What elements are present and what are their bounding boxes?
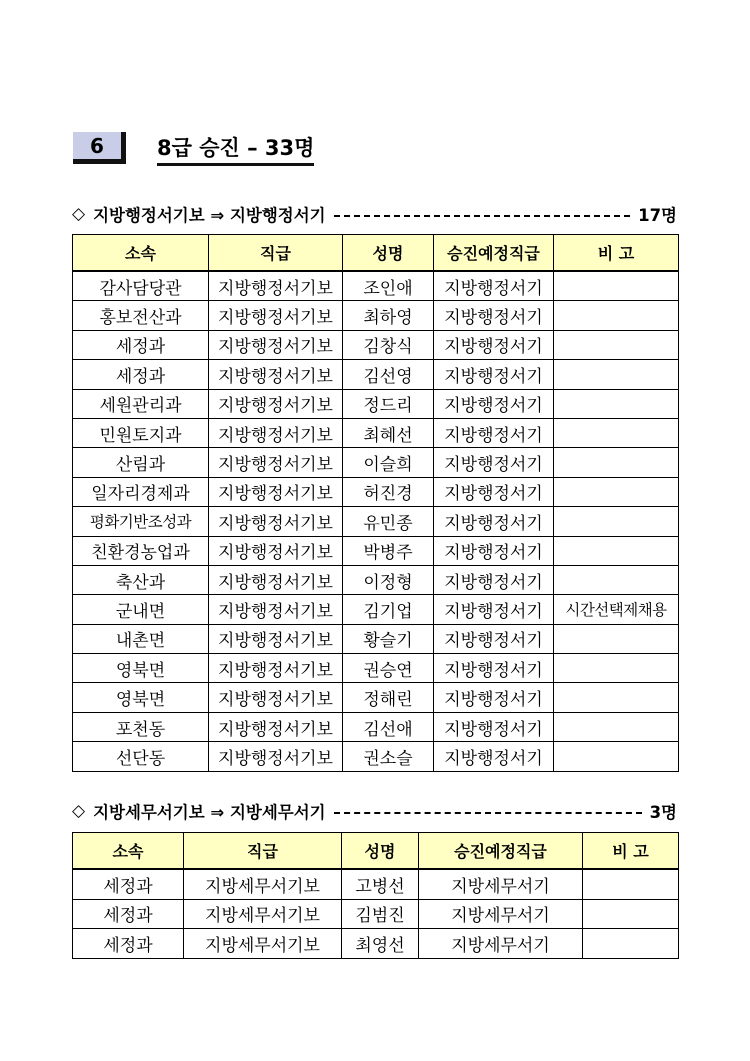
table-cell: 평화기반조성과	[73, 507, 209, 536]
table-cell: 영북면	[73, 654, 209, 683]
table-cell: 지방행정서기	[434, 448, 554, 477]
table-cell: 지방행정서기	[434, 418, 554, 447]
table-cell: 이정형	[343, 565, 434, 594]
table-row	[73, 869, 679, 899]
table-cell: 조인애	[343, 271, 434, 301]
table-cell: 지방세무서기	[419, 869, 583, 899]
table-cell: 최영선	[342, 929, 419, 959]
table-cell: 지방행정서기보	[209, 301, 343, 330]
table-row	[73, 448, 679, 477]
table-cell: 지방행정서기보	[209, 595, 343, 624]
table-cell	[554, 271, 679, 301]
table-cell: 세정과	[73, 929, 184, 959]
table-cell: 지방행정서기	[434, 712, 554, 741]
table-cell: 정해린	[343, 683, 434, 712]
table-cell: 지방행정서기	[434, 565, 554, 594]
table-row	[73, 418, 679, 447]
table-cell: 김창식	[343, 330, 434, 359]
table-cell: 지방행정서기보	[209, 389, 343, 418]
table-cell	[554, 477, 679, 506]
table-cell: 지방행정서기보	[209, 742, 343, 771]
table-cell: 지방행정서기보	[209, 477, 343, 506]
table-row	[73, 742, 679, 771]
table-cell: 지방행정서기보	[209, 271, 343, 301]
table-row	[73, 595, 679, 624]
column-header: 비 고	[583, 833, 679, 870]
table-cell: 지방세무서기	[419, 929, 583, 959]
table-cell: 지방행정서기	[434, 683, 554, 712]
table-cell	[554, 448, 679, 477]
table-cell: 정드리	[343, 389, 434, 418]
section2-heading	[72, 799, 677, 823]
promotion-table-administrative	[72, 234, 679, 772]
table-cell: 포천동	[73, 712, 209, 741]
table-cell	[554, 742, 679, 771]
section1-heading	[72, 202, 677, 226]
table-cell	[554, 330, 679, 359]
table-cell: 지방행정서기보	[209, 448, 343, 477]
column-header: 성명	[343, 235, 434, 272]
table-cell: 지방세무서기보	[184, 869, 342, 899]
table-cell: 지방행정서기	[434, 301, 554, 330]
table-cell: 세정과	[73, 330, 209, 359]
table-cell: 축산과	[73, 565, 209, 594]
table-cell: 홍보전산과	[73, 301, 209, 330]
table-cell: 영북면	[73, 683, 209, 712]
table-cell: 지방행정서기	[434, 360, 554, 389]
column-header: 비 고	[554, 235, 679, 272]
table-row	[73, 565, 679, 594]
table-cell: 세정과	[73, 360, 209, 389]
table-cell: 내촌면	[73, 624, 209, 653]
table-cell: 지방세무서기	[419, 899, 583, 929]
table-cell: 최혜선	[343, 418, 434, 447]
table-cell: 감사담당관	[73, 271, 209, 301]
table-cell: 지방행정서기	[434, 536, 554, 565]
table-row	[73, 330, 679, 359]
column-header: 승진예정직급	[419, 833, 583, 870]
table-cell: 세정과	[73, 869, 184, 899]
table-cell	[554, 565, 679, 594]
table-row	[73, 929, 679, 959]
table-cell: 지방행정서기	[434, 389, 554, 418]
table-cell	[554, 683, 679, 712]
table-row	[73, 712, 679, 741]
column-header: 소속	[73, 833, 184, 870]
table-cell: 박병주	[343, 536, 434, 565]
table-cell: 최하영	[343, 301, 434, 330]
table-cell: 지방행정서기보	[209, 565, 343, 594]
section2-count: 3명	[649, 803, 677, 822]
table-cell: 지방행정서기보	[209, 712, 343, 741]
table-cell: 지방행정서기보	[209, 418, 343, 447]
table-cell: 지방행정서기보	[209, 330, 343, 359]
table-row	[73, 536, 679, 565]
table-cell: 지방행정서기보	[209, 624, 343, 653]
table-cell: 지방세무서기보	[184, 899, 342, 929]
table-cell: 지방행정서기보	[209, 654, 343, 683]
table-cell	[554, 654, 679, 683]
table-cell: 친환경농업과	[73, 536, 209, 565]
table-cell: 권승연	[343, 654, 434, 683]
section-number-box	[73, 132, 126, 164]
table-cell	[554, 507, 679, 536]
table-row	[73, 301, 679, 330]
promotion-table-tax	[72, 832, 679, 959]
table-cell: 허진경	[343, 477, 434, 506]
table-cell: 지방세무서기보	[184, 929, 342, 959]
table-cell: 지방행정서기보	[209, 360, 343, 389]
diamond-bullet-icon: ◇	[72, 204, 86, 224]
table-cell: 세정과	[73, 899, 184, 929]
table-cell: 유민종	[343, 507, 434, 536]
table-cell	[583, 869, 679, 899]
table-cell	[583, 929, 679, 959]
table-cell: 권소슬	[343, 742, 434, 771]
column-header: 직급	[209, 235, 343, 272]
section1-title: 지방행정서기보 ⇒ 지방행정서기	[93, 206, 326, 225]
table-cell: 지방행정서기보	[209, 536, 343, 565]
table-row	[73, 654, 679, 683]
table-row	[73, 477, 679, 506]
table-cell	[554, 360, 679, 389]
table-row	[73, 360, 679, 389]
table-cell: 김선애	[343, 712, 434, 741]
table-header-row	[73, 833, 679, 870]
table-cell: 지방행정서기	[434, 477, 554, 506]
table-cell	[583, 899, 679, 929]
table-row	[73, 899, 679, 929]
table-row	[73, 271, 679, 301]
column-header: 직급	[184, 833, 342, 870]
table-cell: 지방행정서기	[434, 271, 554, 301]
table-cell: 시간선택제채용	[554, 595, 679, 624]
table-cell: 지방행정서기	[434, 654, 554, 683]
table-cell	[554, 389, 679, 418]
table-cell	[554, 418, 679, 447]
table-cell: 황슬기	[343, 624, 434, 653]
table-cell	[554, 536, 679, 565]
table-cell	[554, 301, 679, 330]
diamond-bullet-icon: ◇	[72, 801, 86, 821]
table-cell	[554, 712, 679, 741]
table-cell: 지방행정서기	[434, 330, 554, 359]
table-cell: 지방행정서기	[434, 507, 554, 536]
column-header: 소속	[73, 235, 209, 272]
table-cell: 지방행정서기보	[209, 683, 343, 712]
table-cell: 지방행정서기	[434, 624, 554, 653]
table-cell: 이슬희	[343, 448, 434, 477]
table-cell: 김범진	[342, 899, 419, 929]
column-header: 승진예정직급	[434, 235, 554, 272]
table-row	[73, 624, 679, 653]
table-cell: 김선영	[343, 360, 434, 389]
table-cell: 지방행정서기	[434, 595, 554, 624]
section2-title: 지방세무서기보 ⇒ 지방세무서기	[93, 803, 326, 822]
table-row	[73, 389, 679, 418]
table-cell	[554, 624, 679, 653]
section-number: 6	[90, 133, 104, 158]
table-cell: 선단동	[73, 742, 209, 771]
page-title: 8급 승진 – 33명	[157, 135, 314, 166]
table-cell: 세원관리과	[73, 389, 209, 418]
table-cell: 민원토지과	[73, 418, 209, 447]
table-cell: 지방행정서기	[434, 742, 554, 771]
table-row	[73, 507, 679, 536]
section1-count: 17명	[638, 206, 677, 225]
dashed-leader	[334, 215, 630, 217]
table-cell: 일자리경제과	[73, 477, 209, 506]
column-header: 성명	[342, 833, 419, 870]
table-cell: 군내면	[73, 595, 209, 624]
table-cell: 김기업	[343, 595, 434, 624]
table-cell: 지방행정서기보	[209, 507, 343, 536]
dashed-leader	[334, 812, 642, 814]
table-cell: 고병선	[342, 869, 419, 899]
table-cell: 산림과	[73, 448, 209, 477]
table-header-row	[73, 235, 679, 272]
table-row	[73, 683, 679, 712]
